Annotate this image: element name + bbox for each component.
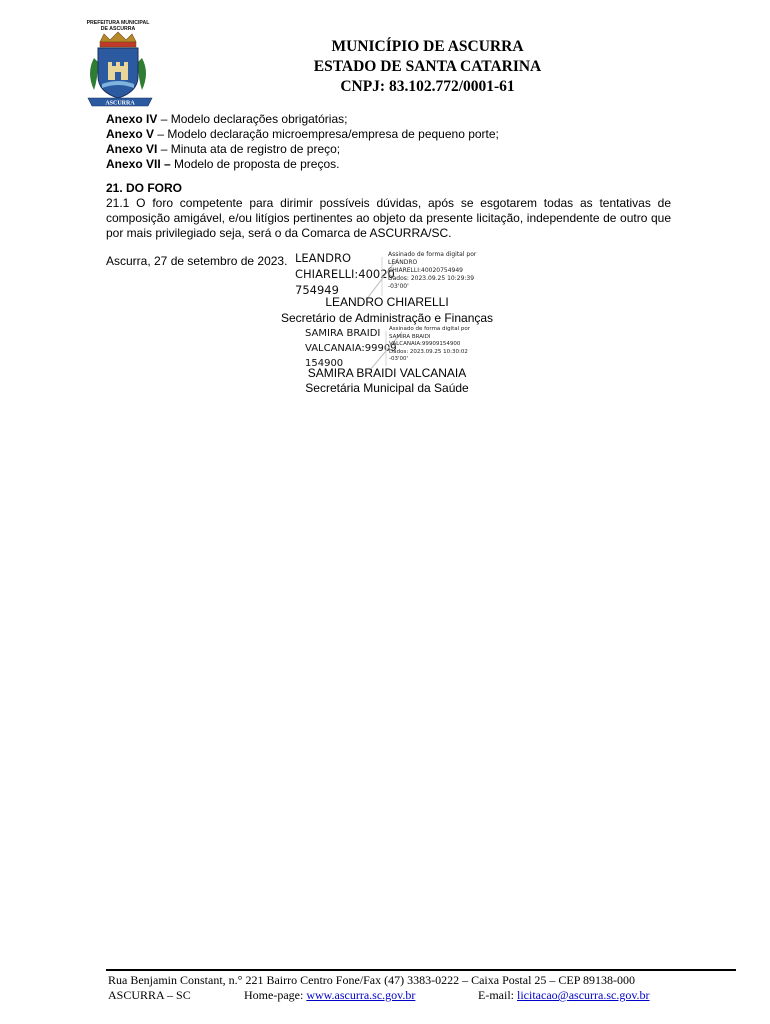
svg-text:PREFEITURA MUNICIPAL: PREFEITURA MUNICIPAL bbox=[86, 20, 150, 26]
coat-of-arms-icon bbox=[80, 18, 160, 110]
homepage-link[interactable]: www.ascurra.sc.gov.br bbox=[306, 988, 416, 1002]
header-state: ESTADO DE SANTA CATARINA bbox=[313, 58, 542, 75]
signature-name-line: 154900 bbox=[305, 358, 344, 369]
stamp-line: -03'00' bbox=[388, 283, 409, 290]
footer-homepage bbox=[244, 988, 415, 1003]
annex-item bbox=[106, 127, 499, 142]
annex-item bbox=[106, 112, 347, 127]
signature-name-line: SAMIRA BRAIDI bbox=[305, 328, 381, 339]
digital-signature-stamp bbox=[389, 326, 470, 364]
section-paragraph: 21.1 O foro competente para dirimir possíveis dúvidas, após se esgotarem todas as tentativas de composição amigável, e/ou litígios pertinentes ao objeto da presente licitação, independente de outro que por mais privilegiado seja, será o da Comarca de ASCURRA/SC. bbox=[106, 196, 671, 240]
stamp-line: Assinado de forma digital por bbox=[389, 326, 471, 332]
municipal-coat-of-arms-logo bbox=[80, 18, 160, 110]
footer-city: ASCURRA – SC bbox=[108, 988, 191, 1002]
stamp-line: Assinado de forma digital por bbox=[388, 251, 477, 258]
stamp-line: -03'00' bbox=[389, 356, 409, 362]
footer-address: Rua Benjamin Constant, n.° 221 Bairro Centro Fone/Fax (47) 3383-0222 – Caixa Postal 25 – CEP 89138-000 bbox=[108, 973, 635, 987]
homepage-label: Home-page: bbox=[244, 988, 307, 1002]
annex-label: Anexo VII – bbox=[106, 157, 171, 171]
signer-name: LEANDRO CHIARELLI bbox=[325, 295, 449, 309]
footer-divider bbox=[106, 969, 736, 971]
stamp-line: Dados: 2023.09.25 10:30:02 bbox=[389, 348, 468, 355]
annex-label: Anexo IV bbox=[106, 112, 158, 126]
email-link[interactable]: licitacao@ascurra.sc.gov.br bbox=[517, 988, 650, 1002]
digital-signature-stamp bbox=[388, 251, 476, 291]
stamp-line: VALCANAIA:99909154900 bbox=[389, 341, 461, 347]
signer-name: SAMIRA BRAIDI VALCANAIA bbox=[307, 366, 467, 380]
annex-text: – Modelo declarações obrigatórias; bbox=[157, 112, 348, 126]
annex-text: – Minuta ata de registro de preço; bbox=[157, 142, 341, 156]
annex-label: Anexo V bbox=[106, 127, 155, 141]
annex-item bbox=[106, 142, 340, 157]
signature-name-line: LEANDRO bbox=[295, 251, 352, 265]
svg-text:ASCURRA: ASCURRA bbox=[105, 100, 135, 107]
annex-label: Anexo VI bbox=[106, 142, 158, 156]
signature-name-line: CHIARELLI:40020 bbox=[295, 267, 395, 281]
stamp-line: SAMIRA BRAIDI bbox=[389, 333, 431, 340]
header-cnpj: CNPJ: 83.102.772/0001-61 bbox=[340, 78, 515, 95]
header-municipality: MUNICÍPIO DE ASCURRA bbox=[331, 38, 524, 55]
signature-name-line: 754949 bbox=[295, 283, 339, 297]
footer-email bbox=[478, 988, 650, 1003]
signature-name-line: VALCANAIA:99909 bbox=[305, 343, 397, 354]
signer-role: Secretário de Administração e Finanças bbox=[280, 311, 494, 325]
svg-text:DE ASCURRA: DE ASCURRA bbox=[100, 26, 136, 32]
place-date: Ascurra, 27 de setembro de 2023. bbox=[106, 254, 288, 268]
document-header bbox=[250, 37, 605, 97]
annex-text: Modelo de proposta de preços. bbox=[170, 157, 340, 171]
section-title: 21. DO FORO bbox=[106, 181, 183, 195]
stamp-line: LEANDRO bbox=[388, 259, 418, 266]
stamp-line: Dados: 2023.09.25 10:29:39 bbox=[388, 275, 475, 282]
signer-role: Secretária Municipal da Saúde bbox=[305, 381, 469, 395]
stamp-line: CHIARELLI:40020754949 bbox=[388, 267, 464, 274]
annex-item bbox=[106, 157, 339, 172]
annex-text: – Modelo declaração microempresa/empresa de pequeno porte; bbox=[154, 127, 499, 141]
email-label: E-mail: bbox=[478, 988, 517, 1002]
